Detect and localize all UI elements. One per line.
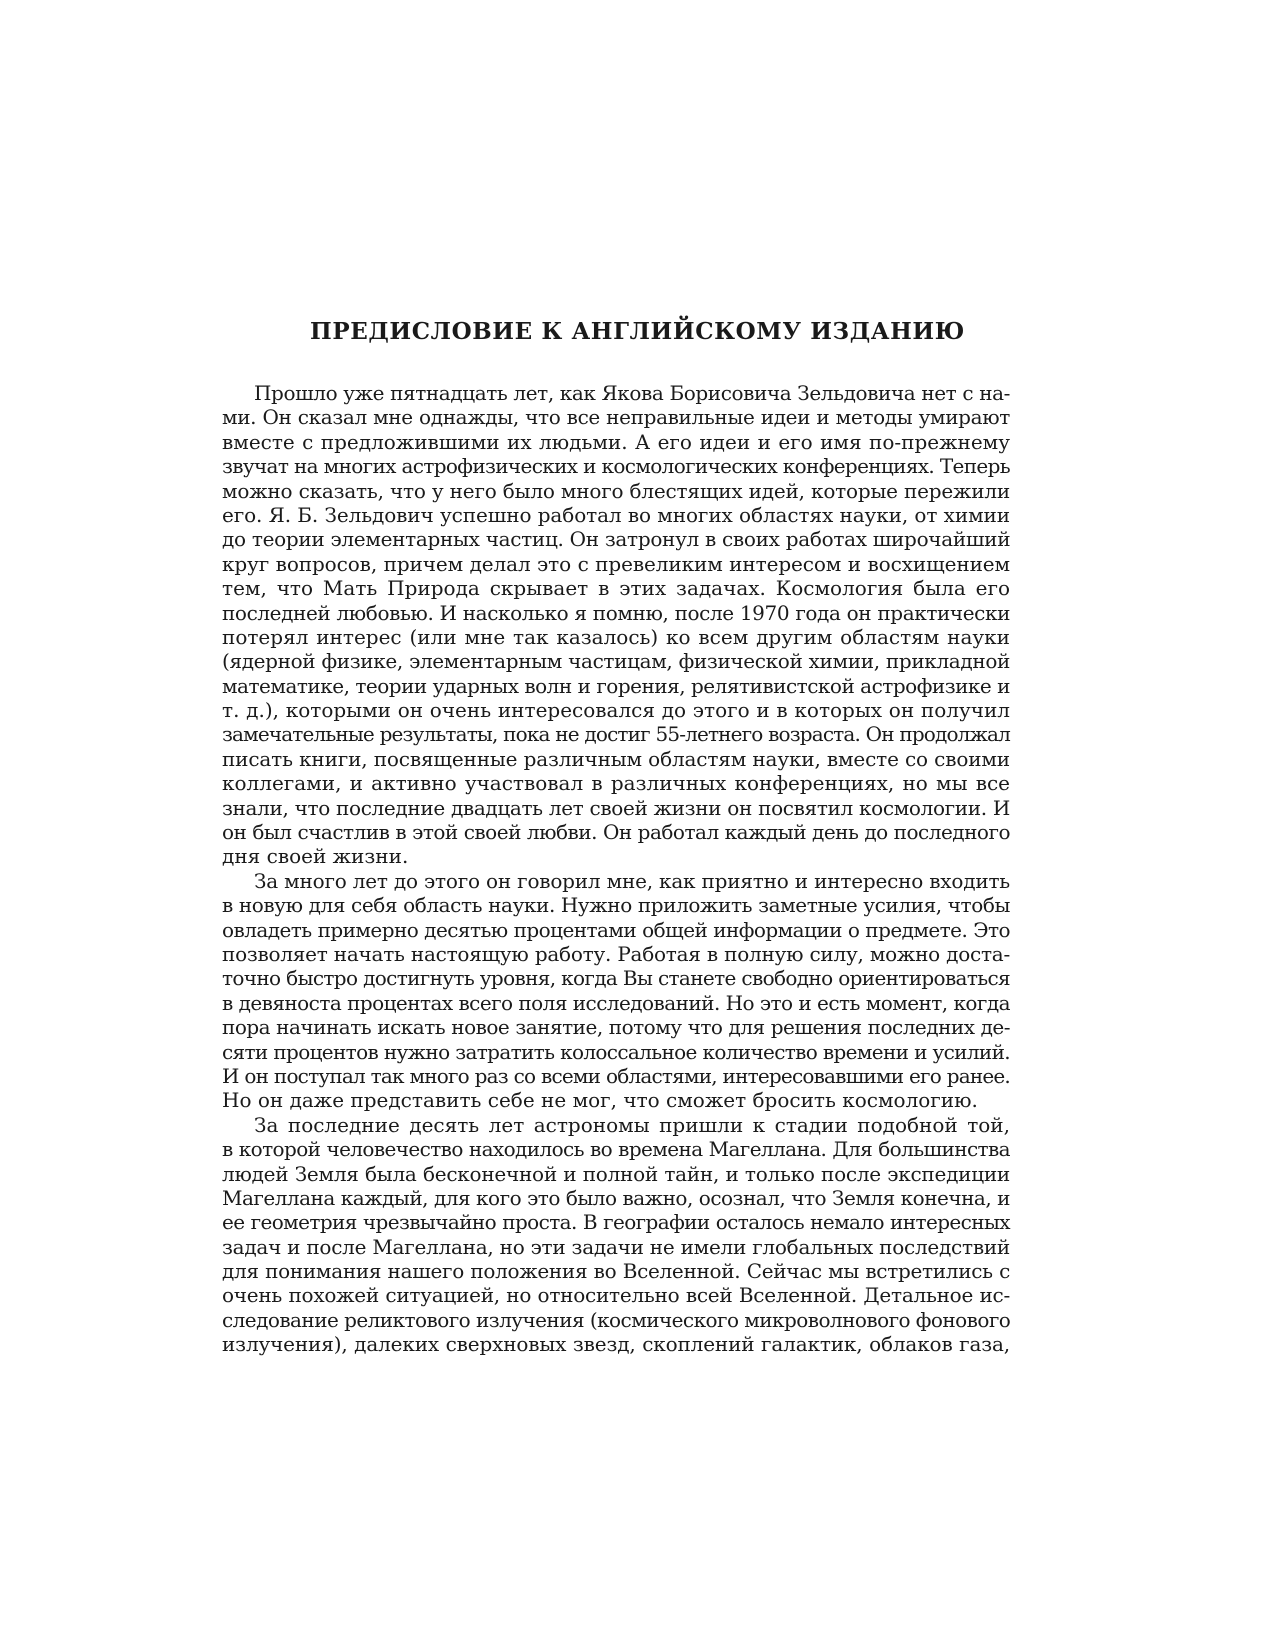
text-line: замечательные результаты, пока не достиг 55-летнего возраста. Он продолжал [222, 722, 1010, 747]
text-line: (ядерной физике, элементарным частицам, физической химии, прикладной [222, 649, 1010, 674]
text-line: последней любовью. И насколько я помню, после 1970 года он практически [222, 600, 1010, 625]
text-line: точно быстро достигнуть уровня, когда Вы станете свободно ориентироваться [222, 966, 1010, 991]
text-line: следование реликтового излучения (космического микроволнового фонового [222, 1307, 1011, 1332]
text-line: знали, что последние двадцать лет своей жизни он посвятил космологии. И [222, 795, 1010, 820]
text-line: тем, что Мать Природа скрывает в этих задачах. Космология была его [222, 576, 1010, 601]
text-line: ми. Он сказал мне однажды, что все неправильные идеи и методы умирают [222, 405, 1010, 430]
text-line: потерял интерес (или мне так казалось) ко всем другим областям науки [222, 624, 1010, 649]
text-line: писать книги, посвященные различным областям науки, вместе со своими [222, 746, 1010, 771]
text-line: задач и после Магеллана, но эти задачи не имели глобальных последствий [222, 1234, 1010, 1259]
text-line: вместе с предложившими их людьми. А его идеи и его имя по-прежнему [222, 429, 1010, 454]
text-line: И он поступал так много раз со всеми областями, интересовавшими его ранее. [222, 1063, 1010, 1088]
text-line: Магеллана каждый, для кого это было важно, осознал, что Земля конечна, и [222, 1185, 1010, 1210]
text-line: ее геометрия чрезвычайно проста. В географии осталось немало интересных [222, 1210, 1010, 1235]
text-line: звучат на многих астрофизических и космологических конференциях. Теперь [222, 454, 1010, 479]
text-line: в которой человечество находилось во времена Магеллана. Для большинства [222, 1137, 1010, 1162]
text-line: позволяет начать настоящую работу. Работая в полную силу, можно доста- [222, 941, 1010, 966]
text-line: до теории элементарных частиц. Он затронул в своих работах широчайший [222, 527, 1011, 552]
text-line: математике, теории ударных волн и горения, релятивистской астрофизике и [222, 673, 1010, 698]
text-line: т. д.), которыми он очень интересовался до этого и в которых он получил [222, 698, 1010, 723]
text-line: его. Я. Б. Зельдович успешно работал во многих областях науки, от химии [222, 502, 1010, 527]
text-line: пора начинать искать новое занятие, потому что для решения последних де- [222, 1015, 1010, 1040]
text-line: излучения), далеких сверхновых звезд, скоплений галактик, облаков газа, [222, 1332, 1010, 1357]
page-title: ПРЕДИСЛОВИЕ К АНГЛИЙСКОМУ ИЗДАНИЮ [310, 318, 965, 345]
text-line: коллегами, и активно участвовал в различных конференциях, но мы все [222, 771, 1010, 796]
body-text [222, 381, 1010, 1357]
text-line: можно сказать, что у него было много блестящих идей, которые пережили [222, 478, 1010, 503]
text-line: для понимания нашего положения во Вселенной. Сейчас мы встретились с [222, 1259, 1010, 1284]
text-line: людей Земля была бесконечной и полной тайн, и только после экспедиции [222, 1161, 1010, 1186]
text-line: круг вопросов, причем делал это с превеликим интересом и восхищением [222, 551, 1010, 576]
text-line: овладеть примерно десятью процентами общей информации о предмете. Это [222, 917, 1010, 942]
text-line: он был счастлив в этой своей любви. Он работал каждый день до последного [222, 820, 1010, 845]
text-line: в девяноста процентах всего поля исследований. Но это и есть момент, когда [222, 990, 1010, 1015]
text-line: дня своей жизни. [222, 844, 409, 869]
text-line: За последние десять лет астрономы пришли к стадии подобной той, [254, 1112, 1010, 1137]
text-line: Но он даже представить себе не мог, что сможет бросить космологию. [222, 1088, 978, 1113]
text-line: За много лет до этого он говорил мне, как приятно и интересно входить [254, 868, 1010, 893]
text-line: сяти процентов нужно затратить колоссальное количество времени и усилий. [222, 1039, 1010, 1064]
text-line: в новую для себя область науки. Нужно приложить заметные усилия, чтобы [222, 893, 1010, 918]
text-line: очень похожей ситуацией, но относительно всей Вселенной. Детальное ис- [222, 1283, 1010, 1308]
text-line: Прошло уже пятнадцать лет, как Якова Борисовича Зельдовича нет с на- [254, 381, 1010, 405]
